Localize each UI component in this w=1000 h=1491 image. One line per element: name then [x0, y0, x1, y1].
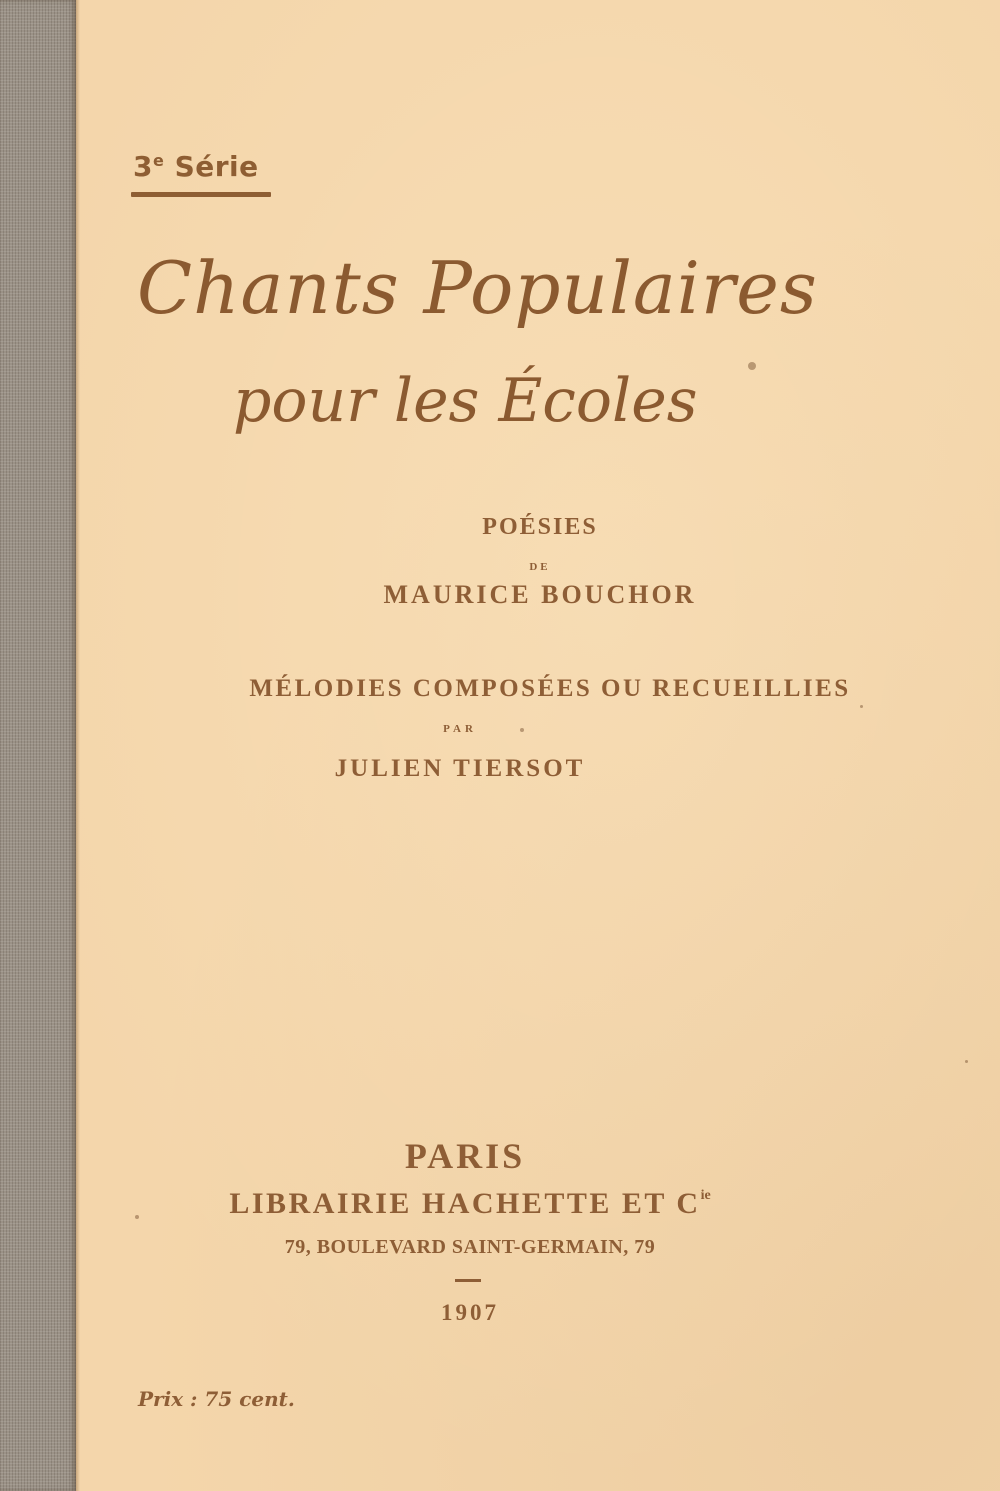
paper-speck — [520, 728, 524, 732]
series-underline — [131, 192, 271, 197]
spine-shadow — [76, 0, 80, 1491]
publisher-address: 79, BOULEVARD SAINT-GERMAIN, 79 — [284, 1236, 656, 1258]
melodies-par: PAR — [443, 723, 477, 735]
poetry-label: POÉSIES — [482, 514, 598, 540]
price: Prix : 75 cent. — [138, 1387, 295, 1411]
publisher-sup: ie — [700, 1188, 711, 1203]
city: PARIS — [404, 1136, 526, 1176]
title-line-2: pour les Écoles — [233, 366, 698, 436]
publication-year: 1907 — [441, 1300, 499, 1325]
poet-name: MAURICE BOUCHOR — [383, 580, 697, 609]
poetry-de: DE — [529, 561, 551, 573]
composer-name: JULIEN TIERSOT — [334, 755, 586, 782]
series-label — [133, 150, 259, 183]
publisher — [80, 1187, 860, 1221]
melodies-label: MÉLODIES COMPOSÉES OU RECUEILLIES — [249, 675, 851, 702]
cloth-spine — [0, 0, 76, 1491]
paper-speck — [135, 1215, 139, 1219]
title-line-1: Chants Populaires — [137, 246, 818, 330]
series-suffix: e — [152, 151, 165, 170]
paper-speck — [860, 705, 863, 708]
paper-speck — [748, 362, 756, 370]
divider-dash — [455, 1279, 481, 1282]
publisher-name: LIBRAIRIE HACHETTE ET C — [229, 1187, 701, 1220]
series-number: 3 — [133, 150, 153, 183]
series-word: Série — [174, 150, 259, 183]
paper-speck — [965, 1060, 968, 1063]
